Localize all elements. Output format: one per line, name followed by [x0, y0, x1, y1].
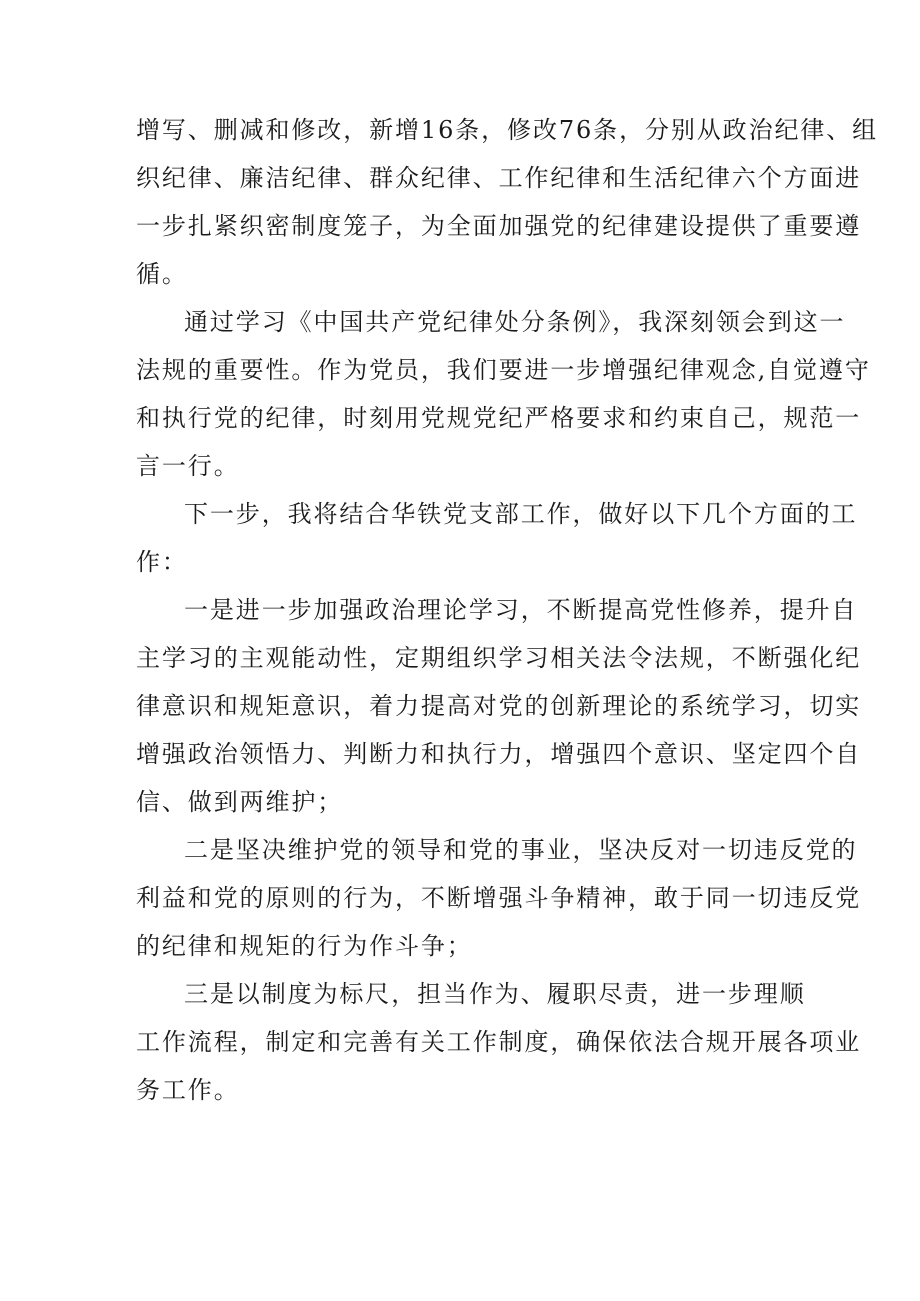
- text-line: 一是进一步加强政治理论学习，不断提高党性修养，提升自: [184, 596, 858, 624]
- text-line: 和执行党的纪律，时刻用党规党纪严格要求和约束自己，规范一: [136, 404, 862, 432]
- text-line: 增写、删减和修改，新增16条，修改76条，分别从政治纪律、组: [136, 116, 879, 144]
- paragraph-3: [136, 490, 858, 586]
- text-line: 通过学习《中国共产党纪律处分条例》，我深刻领会到这一: [184, 308, 846, 336]
- text-line: 利益和党的原则的行为，不断增强斗争精神，敢于同一切违反党: [136, 884, 862, 912]
- text-line: 织纪律、廉洁纪律、群众纪律、工作纪律和生活纪律六个方面进: [136, 164, 862, 192]
- paragraph-2: [136, 298, 871, 490]
- text-line: 律意识和规矩意识，着力提高对党的创新理论的系统学习，切实: [136, 692, 862, 720]
- text-line: 一步扎紧织密制度笼子，为全面加强党的纪律建设提供了重要遵: [136, 212, 862, 240]
- paragraph-6: [136, 970, 862, 1114]
- text-line: 信、做到两维护；: [136, 788, 344, 816]
- text-line: 务工作。: [136, 1076, 240, 1104]
- text-line: 法规的重要性。作为党员，我们要进一步增强纪律观念,自觉遵守: [136, 356, 871, 384]
- paragraph-5: [136, 826, 862, 970]
- text-line: 二是坚决维护党的领导和党的事业，坚决反对一切违反党的: [184, 836, 858, 864]
- text-line: 主学习的主观能动性，定期组织学习相关法令法规，不断强化纪: [136, 644, 862, 672]
- paragraph-4: [136, 586, 862, 826]
- text-line: 言一行。: [136, 452, 240, 480]
- text-line: 循。: [136, 260, 188, 288]
- text-line: 下一步，我将结合华铁党支部工作，做好以下几个方面的工: [184, 500, 858, 528]
- text-line: 的纪律和规矩的行为作斗争；: [136, 932, 473, 960]
- paragraph-1: [136, 106, 879, 298]
- text-line: 增强政治领悟力、判断力和执行力，增强四个意识、坚定四个自: [136, 740, 862, 768]
- document-body: [136, 106, 879, 1114]
- text-line: 三是以制度为标尺，担当作为、履职尽责，进一步理顺: [184, 980, 806, 1008]
- text-line: 作：: [136, 548, 188, 576]
- text-line: 工作流程，制定和完善有关工作制度，确保依法合规开展各项业: [136, 1028, 862, 1056]
